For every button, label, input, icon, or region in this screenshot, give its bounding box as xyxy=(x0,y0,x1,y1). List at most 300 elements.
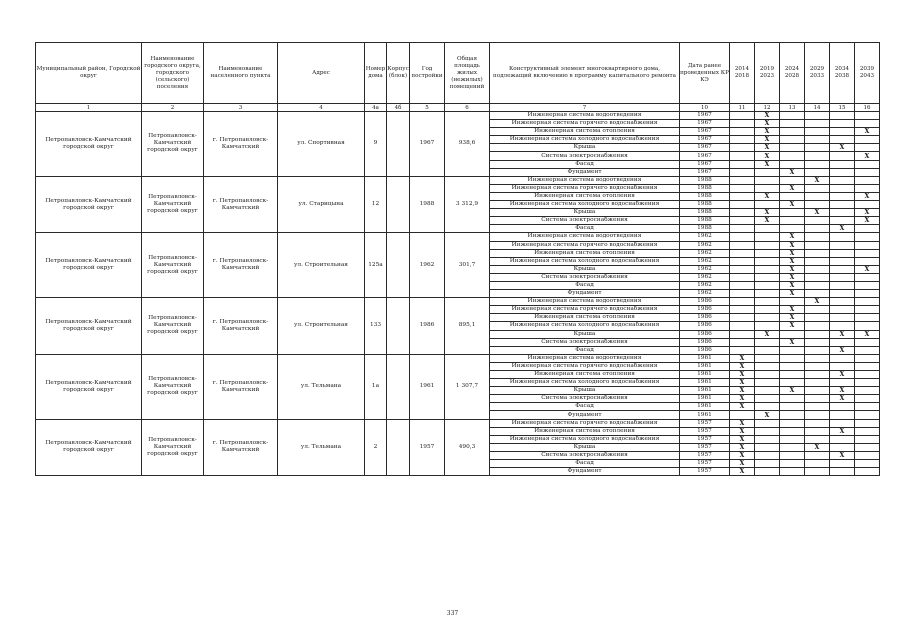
period-empty-cell xyxy=(805,427,830,435)
period-empty-cell xyxy=(830,136,855,144)
period-empty-cell xyxy=(855,201,880,209)
period-empty-cell xyxy=(755,201,780,209)
previous-repair-date-cell: 1986 xyxy=(680,314,730,322)
repair-program-table xyxy=(35,42,880,476)
period-empty-cell xyxy=(855,387,880,395)
period-empty-cell xyxy=(855,379,880,387)
settlement-cell: Петропавловск-Камчатский городской округ xyxy=(142,419,204,476)
period-mark-cell: X xyxy=(780,249,805,257)
period-mark-cell: X xyxy=(780,322,805,330)
block-cell xyxy=(387,233,410,298)
period-empty-cell xyxy=(805,451,830,459)
previous-repair-date-cell: 1988 xyxy=(680,217,730,225)
period-empty-cell xyxy=(755,281,780,289)
period-mark-cell: X xyxy=(730,427,755,435)
period-mark-cell: X xyxy=(730,395,755,403)
period-mark-cell: X xyxy=(755,152,780,160)
block-cell xyxy=(387,354,410,419)
previous-repair-date-cell: 1962 xyxy=(680,249,730,257)
element-name-cell: Инженерная система холодного водоснабжения xyxy=(490,435,680,443)
period-empty-cell xyxy=(855,468,880,476)
period-empty-cell xyxy=(730,192,755,200)
element-name-cell: Система электроснабжения xyxy=(490,395,680,403)
period-empty-cell xyxy=(855,160,880,168)
period-empty-cell xyxy=(830,306,855,314)
element-name-cell: Инженерная система холодного водоснабжения xyxy=(490,136,680,144)
period-empty-cell xyxy=(755,298,780,306)
period-empty-cell xyxy=(780,435,805,443)
period-empty-cell xyxy=(805,112,830,120)
period-empty-cell xyxy=(830,233,855,241)
period-mark-cell: X xyxy=(780,241,805,249)
period-mark-cell: X xyxy=(805,176,830,184)
previous-repair-date-cell: 1961 xyxy=(680,379,730,387)
period-mark-cell: X xyxy=(780,233,805,241)
period-empty-cell xyxy=(780,128,805,136)
period-empty-cell xyxy=(805,419,830,427)
period-mark-cell: X xyxy=(730,371,755,379)
period-empty-cell xyxy=(855,362,880,370)
address-cell: ул. Тельмана xyxy=(278,354,365,419)
header-element: Конструктивный элемент многоквартирного дома, подлежащий включению в программу капитального ремонта xyxy=(490,43,680,104)
period-empty-cell xyxy=(805,281,830,289)
period-empty-cell xyxy=(730,314,755,322)
period-mark-cell: X xyxy=(780,273,805,281)
address-cell: ул. Строительная xyxy=(278,233,365,298)
previous-repair-date-cell: 1986 xyxy=(680,322,730,330)
period-mark-cell: X xyxy=(730,443,755,451)
period-empty-cell xyxy=(805,379,830,387)
period-mark-cell: X xyxy=(830,427,855,435)
previous-repair-date-cell: 1962 xyxy=(680,241,730,249)
area-cell: 1 307,7 xyxy=(445,354,490,419)
period-empty-cell xyxy=(805,257,830,265)
settlement-cell: Петропавловск-Камчатский городской округ xyxy=(142,298,204,355)
period-empty-cell xyxy=(855,443,880,451)
period-empty-cell xyxy=(755,427,780,435)
period-empty-cell xyxy=(780,379,805,387)
period-empty-cell xyxy=(730,184,755,192)
element-name-cell: Фасад xyxy=(490,281,680,289)
period-mark-cell: X xyxy=(780,290,805,298)
period-empty-cell xyxy=(730,225,755,233)
header-block: Корпус (блок) xyxy=(387,43,410,104)
period-empty-cell xyxy=(830,468,855,476)
period-empty-cell xyxy=(730,306,755,314)
period-empty-cell xyxy=(805,330,830,338)
period-empty-cell xyxy=(755,249,780,257)
period-empty-cell xyxy=(855,322,880,330)
period-mark-cell: X xyxy=(755,330,780,338)
element-name-cell: Система электроснабжения xyxy=(490,217,680,225)
year-cell: 1986 xyxy=(410,298,445,355)
column-number: 12 xyxy=(755,104,780,112)
period-empty-cell xyxy=(830,265,855,273)
block-cell xyxy=(387,112,410,177)
period-empty-cell xyxy=(830,192,855,200)
previous-repair-date-cell: 1961 xyxy=(680,354,730,362)
period-empty-cell xyxy=(805,217,830,225)
element-name-cell: Система электроснабжения xyxy=(490,451,680,459)
period-empty-cell xyxy=(755,306,780,314)
period-mark-cell: X xyxy=(855,217,880,225)
element-name-cell: Инженерная система горячего водоснабжения xyxy=(490,419,680,427)
table-body xyxy=(36,112,880,476)
header-address: Адрес xyxy=(278,43,365,104)
column-number: 16 xyxy=(855,104,880,112)
period-empty-cell xyxy=(755,451,780,459)
period-empty-cell xyxy=(805,201,830,209)
period-empty-cell xyxy=(755,443,780,451)
previous-repair-date-cell: 1967 xyxy=(680,136,730,144)
period-mark-cell: X xyxy=(855,209,880,217)
period-empty-cell xyxy=(780,160,805,168)
locality-cell: г. Петропавловск-Камчатский xyxy=(204,354,278,419)
period-mark-cell: X xyxy=(730,362,755,370)
period-mark-cell: X xyxy=(780,338,805,346)
period-mark-cell: X xyxy=(780,184,805,192)
period-empty-cell xyxy=(780,112,805,120)
previous-repair-date-cell: 1957 xyxy=(680,460,730,468)
element-name-cell: Инженерная система отопления xyxy=(490,249,680,257)
period-mark-cell: X xyxy=(830,451,855,459)
period-empty-cell xyxy=(830,249,855,257)
district-cell: Петропавловск-Камчатский городской округ xyxy=(36,233,142,298)
period-empty-cell xyxy=(855,281,880,289)
column-number: 4б xyxy=(387,104,410,112)
period-mark-cell: X xyxy=(780,387,805,395)
period-empty-cell xyxy=(780,395,805,403)
period-empty-cell xyxy=(780,330,805,338)
element-name-cell: Инженерная система отопления xyxy=(490,128,680,136)
district-cell: Петропавловск-Камчатский городской округ xyxy=(36,112,142,177)
period-empty-cell xyxy=(830,112,855,120)
period-empty-cell xyxy=(855,451,880,459)
period-empty-cell xyxy=(805,314,830,322)
period-empty-cell xyxy=(805,168,830,176)
period-empty-cell xyxy=(780,298,805,306)
period-empty-cell xyxy=(855,176,880,184)
period-empty-cell xyxy=(730,120,755,128)
period-empty-cell xyxy=(755,379,780,387)
period-empty-cell xyxy=(805,468,830,476)
period-empty-cell xyxy=(805,395,830,403)
settlement-cell: Петропавловск-Камчатский городской округ xyxy=(142,354,204,419)
element-name-cell: Инженерная система горячего водоснабжения xyxy=(490,184,680,192)
period-empty-cell xyxy=(730,322,755,330)
period-empty-cell xyxy=(830,362,855,370)
period-empty-cell xyxy=(805,241,830,249)
district-cell: Петропавловск-Камчатский городской округ xyxy=(36,354,142,419)
period-empty-cell xyxy=(755,362,780,370)
period-mark-cell: X xyxy=(755,217,780,225)
table-row xyxy=(36,176,880,184)
period-empty-cell xyxy=(855,371,880,379)
header-settlement: Наименование городского округа, городского (сельского) поселения xyxy=(142,43,204,104)
period-empty-cell xyxy=(805,128,830,136)
table-row xyxy=(36,298,880,306)
period-empty-cell xyxy=(730,298,755,306)
house-number-cell: 125а xyxy=(365,233,387,298)
element-name-cell: Инженерная система отопления xyxy=(490,371,680,379)
element-name-cell: Инженерная система холодного водоснабжения xyxy=(490,379,680,387)
period-empty-cell xyxy=(730,233,755,241)
period-empty-cell xyxy=(855,460,880,468)
period-empty-cell xyxy=(755,233,780,241)
period-empty-cell xyxy=(755,273,780,281)
period-empty-cell xyxy=(780,362,805,370)
period-empty-cell xyxy=(805,338,830,346)
period-empty-cell xyxy=(780,120,805,128)
address-cell: ул. Старицына xyxy=(278,176,365,233)
period-empty-cell xyxy=(855,346,880,354)
header-period-2034: 2034 2038 xyxy=(830,43,855,104)
period-empty-cell xyxy=(755,403,780,411)
area-cell: 490,3 xyxy=(445,419,490,476)
previous-repair-date-cell: 1961 xyxy=(680,371,730,379)
period-empty-cell xyxy=(805,152,830,160)
year-cell: 1967 xyxy=(410,112,445,177)
period-empty-cell xyxy=(730,411,755,419)
column-number: 14 xyxy=(805,104,830,112)
period-empty-cell xyxy=(805,160,830,168)
period-empty-cell xyxy=(855,257,880,265)
period-mark-cell: X xyxy=(855,152,880,160)
period-empty-cell xyxy=(805,354,830,362)
period-mark-cell: X xyxy=(755,209,780,217)
address-cell: ул. Строительная xyxy=(278,298,365,355)
element-name-cell: Фасад xyxy=(490,460,680,468)
period-mark-cell: X xyxy=(755,136,780,144)
column-number: 4 xyxy=(278,104,365,112)
table-row xyxy=(36,354,880,362)
period-mark-cell: X xyxy=(755,160,780,168)
element-name-cell: Инженерная система отопления xyxy=(490,427,680,435)
settlement-cell: Петропавловск-Камчатский городской округ xyxy=(142,176,204,233)
period-empty-cell xyxy=(855,168,880,176)
element-name-cell: Инженерная система водоотведения xyxy=(490,354,680,362)
period-empty-cell xyxy=(805,225,830,233)
element-name-cell: Фундамент xyxy=(490,168,680,176)
period-mark-cell: X xyxy=(805,298,830,306)
period-empty-cell xyxy=(855,144,880,152)
period-empty-cell xyxy=(780,192,805,200)
period-empty-cell xyxy=(805,387,830,395)
period-empty-cell xyxy=(830,160,855,168)
element-name-cell: Инженерная система водоотведения xyxy=(490,112,680,120)
column-number: 7 xyxy=(490,104,680,112)
previous-repair-date-cell: 1967 xyxy=(680,128,730,136)
period-empty-cell xyxy=(805,403,830,411)
period-empty-cell xyxy=(755,338,780,346)
period-empty-cell xyxy=(855,298,880,306)
previous-repair-date-cell: 1988 xyxy=(680,201,730,209)
period-mark-cell: X xyxy=(780,314,805,322)
period-empty-cell xyxy=(755,322,780,330)
period-empty-cell xyxy=(855,120,880,128)
element-name-cell: Система электроснабжения xyxy=(490,152,680,160)
period-mark-cell: X xyxy=(830,225,855,233)
element-name-cell: Крыша xyxy=(490,209,680,217)
period-empty-cell xyxy=(805,362,830,370)
period-empty-cell xyxy=(830,257,855,265)
period-mark-cell: X xyxy=(730,468,755,476)
previous-repair-date-cell: 1957 xyxy=(680,443,730,451)
period-mark-cell: X xyxy=(730,354,755,362)
period-empty-cell xyxy=(830,176,855,184)
period-empty-cell xyxy=(730,209,755,217)
period-empty-cell xyxy=(755,265,780,273)
period-empty-cell xyxy=(855,338,880,346)
previous-repair-date-cell: 1962 xyxy=(680,281,730,289)
previous-repair-date-cell: 1957 xyxy=(680,451,730,459)
period-empty-cell xyxy=(755,435,780,443)
period-empty-cell xyxy=(830,354,855,362)
year-cell: 1988 xyxy=(410,176,445,233)
period-empty-cell xyxy=(780,427,805,435)
element-name-cell: Фасад xyxy=(490,160,680,168)
element-name-cell: Фасад xyxy=(490,225,680,233)
period-empty-cell xyxy=(855,112,880,120)
period-empty-cell xyxy=(755,395,780,403)
period-empty-cell xyxy=(730,241,755,249)
previous-repair-date-cell: 1961 xyxy=(680,387,730,395)
period-mark-cell: X xyxy=(805,209,830,217)
period-empty-cell xyxy=(730,257,755,265)
period-empty-cell xyxy=(730,346,755,354)
district-cell: Петропавловск-Камчатский городской округ xyxy=(36,176,142,233)
period-empty-cell xyxy=(830,411,855,419)
period-empty-cell xyxy=(830,209,855,217)
period-empty-cell xyxy=(805,371,830,379)
previous-repair-date-cell: 1962 xyxy=(680,233,730,241)
period-empty-cell xyxy=(730,112,755,120)
period-empty-cell xyxy=(830,435,855,443)
settlement-cell: Петропавловск-Камчатский городской округ xyxy=(142,233,204,298)
period-empty-cell xyxy=(730,144,755,152)
page-number: 337 xyxy=(446,610,459,617)
period-empty-cell xyxy=(730,136,755,144)
period-mark-cell: X xyxy=(855,265,880,273)
period-empty-cell xyxy=(780,225,805,233)
previous-repair-date-cell: 1961 xyxy=(680,411,730,419)
period-empty-cell xyxy=(830,217,855,225)
period-mark-cell: X xyxy=(780,265,805,273)
element-name-cell: Инженерная система холодного водоснабжения xyxy=(490,201,680,209)
period-empty-cell xyxy=(805,435,830,443)
element-name-cell: Система электроснабжения xyxy=(490,273,680,281)
header-area: Общая площадь жилых (нежилых) помещений xyxy=(445,43,490,104)
period-empty-cell xyxy=(855,419,880,427)
settlement-cell: Петропавловск-Камчатский городской округ xyxy=(142,112,204,177)
area-cell: 938,6 xyxy=(445,112,490,177)
element-name-cell: Крыша xyxy=(490,144,680,152)
period-empty-cell xyxy=(805,233,830,241)
block-cell xyxy=(387,176,410,233)
locality-cell: г. Петропавловск-Камчатский xyxy=(204,176,278,233)
period-empty-cell xyxy=(855,241,880,249)
element-name-cell: Система электроснабжения xyxy=(490,338,680,346)
previous-repair-date-cell: 1957 xyxy=(680,435,730,443)
district-cell: Петропавловск-Камчатский городской округ xyxy=(36,298,142,355)
period-empty-cell xyxy=(830,298,855,306)
period-empty-cell xyxy=(755,184,780,192)
header-period-2014: 2014 2018 xyxy=(730,43,755,104)
period-empty-cell xyxy=(730,290,755,298)
element-name-cell: Крыша xyxy=(490,443,680,451)
period-mark-cell: X xyxy=(830,371,855,379)
period-empty-cell xyxy=(830,322,855,330)
period-empty-cell xyxy=(755,241,780,249)
period-empty-cell xyxy=(780,411,805,419)
period-empty-cell xyxy=(855,184,880,192)
period-empty-cell xyxy=(730,152,755,160)
period-mark-cell: X xyxy=(730,379,755,387)
house-number-cell: 1а xyxy=(365,354,387,419)
period-mark-cell: X xyxy=(755,112,780,120)
period-empty-cell xyxy=(830,152,855,160)
period-mark-cell: X xyxy=(730,403,755,411)
column-number: 2 xyxy=(142,104,204,112)
period-empty-cell xyxy=(730,273,755,281)
period-empty-cell xyxy=(830,128,855,136)
period-mark-cell: X xyxy=(830,144,855,152)
header-district: Муниципальный район, Городской округ xyxy=(36,43,142,104)
period-empty-cell xyxy=(830,184,855,192)
previous-repair-date-cell: 1986 xyxy=(680,298,730,306)
period-empty-cell xyxy=(855,225,880,233)
period-empty-cell xyxy=(730,338,755,346)
period-empty-cell xyxy=(830,241,855,249)
header-locality: Наименование населенного пункта xyxy=(204,43,278,104)
period-empty-cell xyxy=(805,265,830,273)
period-mark-cell: X xyxy=(780,306,805,314)
house-number-cell: 12 xyxy=(365,176,387,233)
period-empty-cell xyxy=(755,468,780,476)
period-empty-cell xyxy=(730,128,755,136)
period-empty-cell xyxy=(830,419,855,427)
period-empty-cell xyxy=(730,201,755,209)
period-empty-cell xyxy=(780,371,805,379)
period-empty-cell xyxy=(780,460,805,468)
previous-repair-date-cell: 1967 xyxy=(680,168,730,176)
element-name-cell: Фундамент xyxy=(490,468,680,476)
element-name-cell: Инженерная система горячего водоснабжения xyxy=(490,241,680,249)
period-mark-cell: X xyxy=(730,419,755,427)
element-name-cell: Инженерная система горячего водоснабжения xyxy=(490,120,680,128)
column-number: 4а xyxy=(365,104,387,112)
previous-repair-date-cell: 1961 xyxy=(680,403,730,411)
element-name-cell: Фасад xyxy=(490,346,680,354)
period-mark-cell: X xyxy=(730,387,755,395)
table-row xyxy=(36,112,880,120)
period-empty-cell xyxy=(805,192,830,200)
period-empty-cell xyxy=(830,273,855,281)
previous-repair-date-cell: 1986 xyxy=(680,338,730,346)
element-name-cell: Инженерная система отопления xyxy=(490,192,680,200)
column-number: 3 xyxy=(204,104,278,112)
period-empty-cell xyxy=(855,411,880,419)
period-empty-cell xyxy=(855,233,880,241)
period-empty-cell xyxy=(830,338,855,346)
element-name-cell: Крыша xyxy=(490,387,680,395)
period-mark-cell: X xyxy=(830,387,855,395)
previous-repair-date-cell: 1986 xyxy=(680,306,730,314)
period-empty-cell xyxy=(755,176,780,184)
column-number: 10 xyxy=(680,104,730,112)
period-empty-cell xyxy=(830,379,855,387)
header-period-2024: 2024 2028 xyxy=(780,43,805,104)
